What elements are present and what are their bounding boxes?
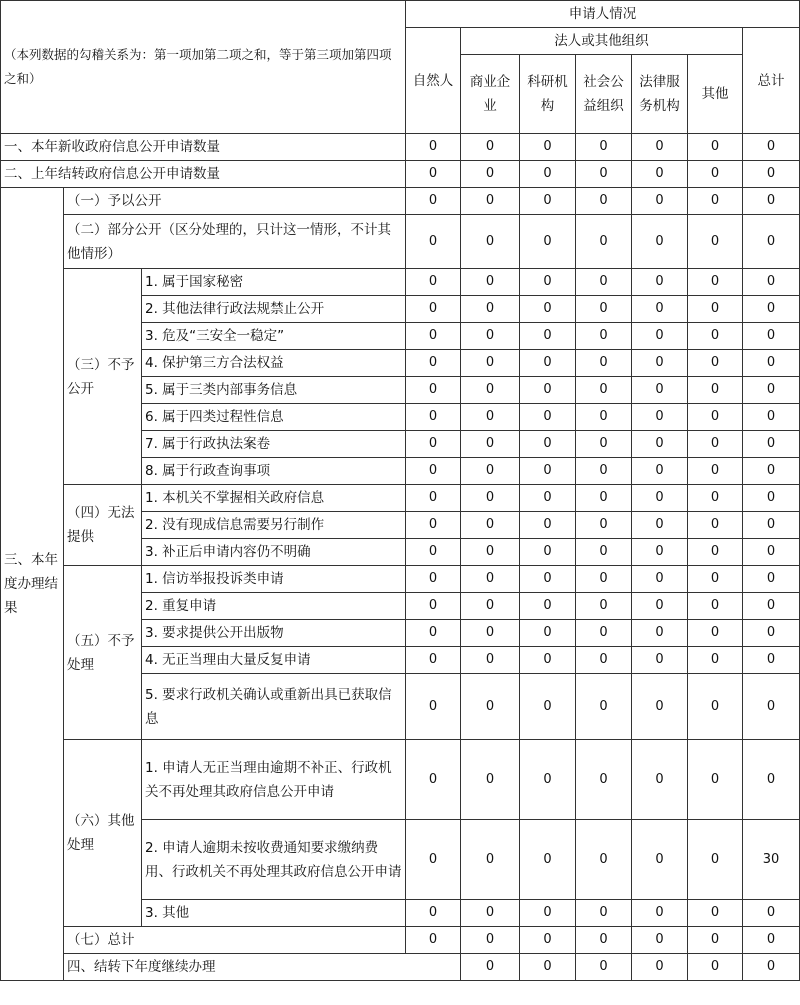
cell-value: 0	[743, 512, 800, 539]
cell-value: 0	[743, 269, 800, 296]
cell-value: 0	[461, 566, 520, 593]
cell-value: 0	[632, 674, 688, 740]
row-label: （一）予以公开	[64, 188, 406, 215]
row-label: 5. 要求行政机关确认或重新出具已获取信息	[142, 674, 406, 740]
row-label: 2. 重复申请	[142, 593, 406, 620]
cell-value: 0	[461, 269, 520, 296]
cell-value: 0	[406, 350, 461, 377]
cell-value: 0	[520, 539, 576, 566]
row-label: 3. 补正后申请内容仍不明确	[142, 539, 406, 566]
table-row	[1, 161, 800, 188]
cell-value: 0	[632, 323, 688, 350]
table-row	[1, 927, 800, 954]
cell-value: 0	[632, 404, 688, 431]
row-label: 4. 无正当理由大量反复申请	[142, 647, 406, 674]
table-row	[1, 215, 800, 269]
cell-value: 0	[743, 620, 800, 647]
cell-value: 0	[406, 161, 461, 188]
cell-value: 0	[743, 954, 800, 981]
cell-value: 0	[461, 900, 520, 927]
cell-value: 0	[520, 954, 576, 981]
cell-value: 0	[520, 134, 576, 161]
cell-value: 0	[688, 485, 743, 512]
cell-value: 0	[406, 512, 461, 539]
cell-value: 0	[632, 431, 688, 458]
cell-value: 0	[520, 161, 576, 188]
row-label: 2. 没有现成信息需要另行制作	[142, 512, 406, 539]
cell-value: 0	[743, 404, 800, 431]
cell-value: 0	[406, 485, 461, 512]
row-label: 3. 其他	[142, 900, 406, 927]
cell-value: 0	[632, 512, 688, 539]
cell-value: 0	[576, 620, 632, 647]
table-row	[1, 566, 800, 593]
table-row	[1, 269, 800, 296]
cell-value: 0	[520, 593, 576, 620]
cell-value: 0	[688, 512, 743, 539]
cell-value: 0	[688, 188, 743, 215]
cell-value: 0	[520, 458, 576, 485]
cell-value: 0	[520, 188, 576, 215]
cell-value: 0	[743, 740, 800, 820]
cell-value: 0	[406, 647, 461, 674]
cell-value: 0	[688, 593, 743, 620]
cell-value: 0	[461, 954, 520, 981]
table-row	[1, 188, 800, 215]
cell-value: 0	[632, 269, 688, 296]
cell-value: 0	[743, 350, 800, 377]
cell-value: 0	[406, 296, 461, 323]
row-label: （七）总计	[64, 927, 406, 954]
cell-value: 0	[406, 820, 461, 900]
cell-value: 0	[688, 674, 743, 740]
cell-value: 0	[406, 674, 461, 740]
cell-value: 0	[520, 431, 576, 458]
cell-value: 0	[743, 377, 800, 404]
cell-value: 0	[632, 593, 688, 620]
cell-value: 0	[461, 485, 520, 512]
row-label: 1. 本机关不掌握相关政府信息	[142, 485, 406, 512]
cell-value: 0	[743, 674, 800, 740]
cell-value: 0	[743, 215, 800, 269]
cell-value: 0	[520, 512, 576, 539]
cell-value: 0	[743, 188, 800, 215]
cell-value: 0	[576, 647, 632, 674]
cell-value: 0	[576, 188, 632, 215]
applicant-situation-header: 申请人情况	[406, 1, 800, 28]
cell-value: 0	[688, 377, 743, 404]
cell-value: 0	[461, 740, 520, 820]
cell-value: 0	[743, 566, 800, 593]
row-label: 7. 属于行政执法案卷	[142, 431, 406, 458]
cell-value: 0	[461, 927, 520, 954]
cell-value: 0	[576, 900, 632, 927]
section3-label: 三、本年度办理结果	[1, 188, 64, 981]
cell-value: 0	[520, 323, 576, 350]
row-label: （二）部分公开（区分处理的，只计这一情形，不计其他情形）	[64, 215, 406, 269]
other-header: 其他	[688, 55, 743, 134]
cell-value: 0	[632, 350, 688, 377]
cell-value: 0	[520, 820, 576, 900]
cell-value: 0	[406, 188, 461, 215]
cell-value: 0	[688, 620, 743, 647]
cell-value: 0	[576, 458, 632, 485]
category-label: （五）不予处理	[64, 566, 142, 740]
cell-value: 0	[461, 593, 520, 620]
cell-value: 0	[632, 647, 688, 674]
cell-value: 0	[406, 323, 461, 350]
cell-value: 0	[632, 954, 688, 981]
cell-value: 0	[576, 350, 632, 377]
cell-value: 0	[688, 740, 743, 820]
row-label: 1. 申请人无正当理由逾期不补正、行政机关不再处理其政府信息公开申请	[142, 740, 406, 820]
cell-value: 0	[520, 566, 576, 593]
cell-value: 0	[688, 539, 743, 566]
cell-value: 0	[632, 161, 688, 188]
cell-value: 0	[520, 900, 576, 927]
cell-value: 0	[461, 296, 520, 323]
cell-value: 0	[406, 620, 461, 647]
cell-value: 0	[461, 458, 520, 485]
cell-value: 0	[576, 927, 632, 954]
cell-value: 0	[576, 404, 632, 431]
cell-value: 0	[632, 566, 688, 593]
cell-value: 0	[688, 566, 743, 593]
cell-value: 0	[461, 674, 520, 740]
cell-value: 0	[688, 134, 743, 161]
cell-value: 0	[576, 566, 632, 593]
cell-value: 0	[743, 927, 800, 954]
cell-value: 0	[406, 593, 461, 620]
cell-value: 0	[520, 269, 576, 296]
cell-value: 0	[406, 740, 461, 820]
row-label: 一、本年新收政府信息公开申请数量	[1, 134, 406, 161]
cell-value: 0	[520, 215, 576, 269]
row-label: 5. 属于三类内部事务信息	[142, 377, 406, 404]
row-label: 二、上年结转政府信息公开申请数量	[1, 161, 406, 188]
table-row	[1, 485, 800, 512]
table-row	[1, 740, 800, 820]
legal-service-header: 法律服务机构	[632, 55, 688, 134]
total-header: 总计	[743, 28, 800, 134]
cell-value: 0	[406, 404, 461, 431]
cell-value: 0	[632, 134, 688, 161]
cell-value: 0	[688, 431, 743, 458]
cell-value: 0	[576, 954, 632, 981]
cell-value: 0	[461, 350, 520, 377]
cell-value: 0	[520, 674, 576, 740]
cell-value: 0	[461, 404, 520, 431]
cell-value: 0	[743, 539, 800, 566]
cell-value: 0	[461, 539, 520, 566]
cell-value: 0	[632, 377, 688, 404]
table-row	[1, 134, 800, 161]
cell-value: 0	[406, 900, 461, 927]
cell-value: 0	[461, 323, 520, 350]
cell-value: 0	[406, 269, 461, 296]
cell-value: 0	[743, 161, 800, 188]
cell-value: 0	[576, 740, 632, 820]
cell-value: 0	[743, 296, 800, 323]
public-welfare-header: 社会公益组织	[576, 55, 632, 134]
cell-value: 0	[688, 900, 743, 927]
cell-value: 0	[576, 377, 632, 404]
cell-value: 0	[576, 820, 632, 900]
cell-value: 0	[520, 404, 576, 431]
row-label: 2. 其他法律行政法规禁止公开	[142, 296, 406, 323]
cell-value: 0	[632, 927, 688, 954]
cell-value: 0	[576, 674, 632, 740]
cell-value: 0	[576, 134, 632, 161]
cell-value: 0	[576, 215, 632, 269]
cell-value: 0	[461, 620, 520, 647]
cell-value: 0	[461, 215, 520, 269]
cell-value: 0	[406, 134, 461, 161]
cell-value: 0	[520, 740, 576, 820]
cell-value: 0	[461, 647, 520, 674]
cell-value: 0	[743, 323, 800, 350]
cell-value: 0	[520, 927, 576, 954]
commercial-header: 商业企业	[461, 55, 520, 134]
cell-value: 0	[632, 485, 688, 512]
cell-value: 0	[461, 134, 520, 161]
cell-value: 0	[743, 134, 800, 161]
cell-value: 0	[688, 927, 743, 954]
cell-value: 0	[632, 215, 688, 269]
cell-value: 0	[576, 269, 632, 296]
cell-value: 0	[520, 485, 576, 512]
cell-value: 0	[406, 566, 461, 593]
cell-value: 0	[576, 323, 632, 350]
cell-value: 0	[743, 900, 800, 927]
cell-value: 0	[406, 458, 461, 485]
row-label: 1. 信访举报投诉类申请	[142, 566, 406, 593]
cell-value: 0	[632, 296, 688, 323]
cell-value: 0	[632, 620, 688, 647]
row-label: 2. 申请人逾期未按收费通知要求缴纳费用、行政机关不再处理其政府信息公开申请	[142, 820, 406, 900]
cell-value: 0	[688, 296, 743, 323]
cell-value: 0	[688, 269, 743, 296]
cell-value: 0	[461, 512, 520, 539]
cell-value: 0	[576, 161, 632, 188]
table-row	[1, 954, 800, 981]
cell-value: 0	[688, 458, 743, 485]
cell-value: 0	[743, 485, 800, 512]
row-label: 3. 要求提供公开出版物	[142, 620, 406, 647]
cell-value: 0	[461, 188, 520, 215]
cell-value: 0	[743, 431, 800, 458]
row-label: 4. 保护第三方合法权益	[142, 350, 406, 377]
cell-value: 0	[688, 323, 743, 350]
cell-value: 0	[688, 404, 743, 431]
natural-person-header: 自然人	[406, 28, 461, 134]
cell-value: 0	[743, 458, 800, 485]
cell-value: 0	[632, 539, 688, 566]
cell-value: 0	[406, 431, 461, 458]
research-header: 科研机构	[520, 55, 576, 134]
cell-value: 0	[520, 647, 576, 674]
cell-value: 0	[688, 820, 743, 900]
cell-value: 0	[632, 740, 688, 820]
cell-value: 0	[461, 820, 520, 900]
cell-value: 0	[632, 900, 688, 927]
cell-value: 0	[632, 458, 688, 485]
cell-value: 0	[520, 296, 576, 323]
category-label: （四）无法提供	[64, 485, 142, 566]
row-label: 6. 属于四类过程性信息	[142, 404, 406, 431]
cell-value: 0	[688, 647, 743, 674]
row-label: 8. 属于行政查询事项	[142, 458, 406, 485]
cell-value: 0	[688, 161, 743, 188]
cell-value: 0	[576, 296, 632, 323]
cell-value: 0	[520, 350, 576, 377]
cell-value: 0	[576, 431, 632, 458]
cell-value: 0	[743, 647, 800, 674]
cell-value: 30	[743, 820, 800, 900]
cell-value: 0	[632, 188, 688, 215]
row-label: 1. 属于国家秘密	[142, 269, 406, 296]
cell-value: 0	[406, 539, 461, 566]
cell-value: 0	[688, 350, 743, 377]
cell-value: 0	[406, 377, 461, 404]
legal-group-header: 法人或其他组织	[461, 28, 743, 55]
cell-value: 0	[688, 215, 743, 269]
cell-value: 0	[688, 954, 743, 981]
cell-value: 0	[576, 485, 632, 512]
category-label: （六）其他处理	[64, 740, 142, 927]
cell-value: 0	[461, 377, 520, 404]
relation-note: （本列数据的勾稽关系为：第一项加第二项之和，等于第三项加第四项之和）	[1, 1, 406, 134]
cell-value: 0	[520, 377, 576, 404]
cell-value: 0	[743, 593, 800, 620]
cell-value: 0	[632, 820, 688, 900]
cell-value: 0	[576, 593, 632, 620]
cell-value: 0	[461, 161, 520, 188]
row-label: 四、结转下年度继续办理	[64, 954, 461, 981]
cell-value: 0	[576, 512, 632, 539]
row-label: 3. 危及“三安全一稳定”	[142, 323, 406, 350]
cell-value: 0	[406, 215, 461, 269]
cell-value: 0	[576, 539, 632, 566]
cell-value: 0	[461, 431, 520, 458]
category-label: （三）不予公开	[64, 269, 142, 485]
cell-value: 0	[520, 620, 576, 647]
cell-value: 0	[406, 927, 461, 954]
